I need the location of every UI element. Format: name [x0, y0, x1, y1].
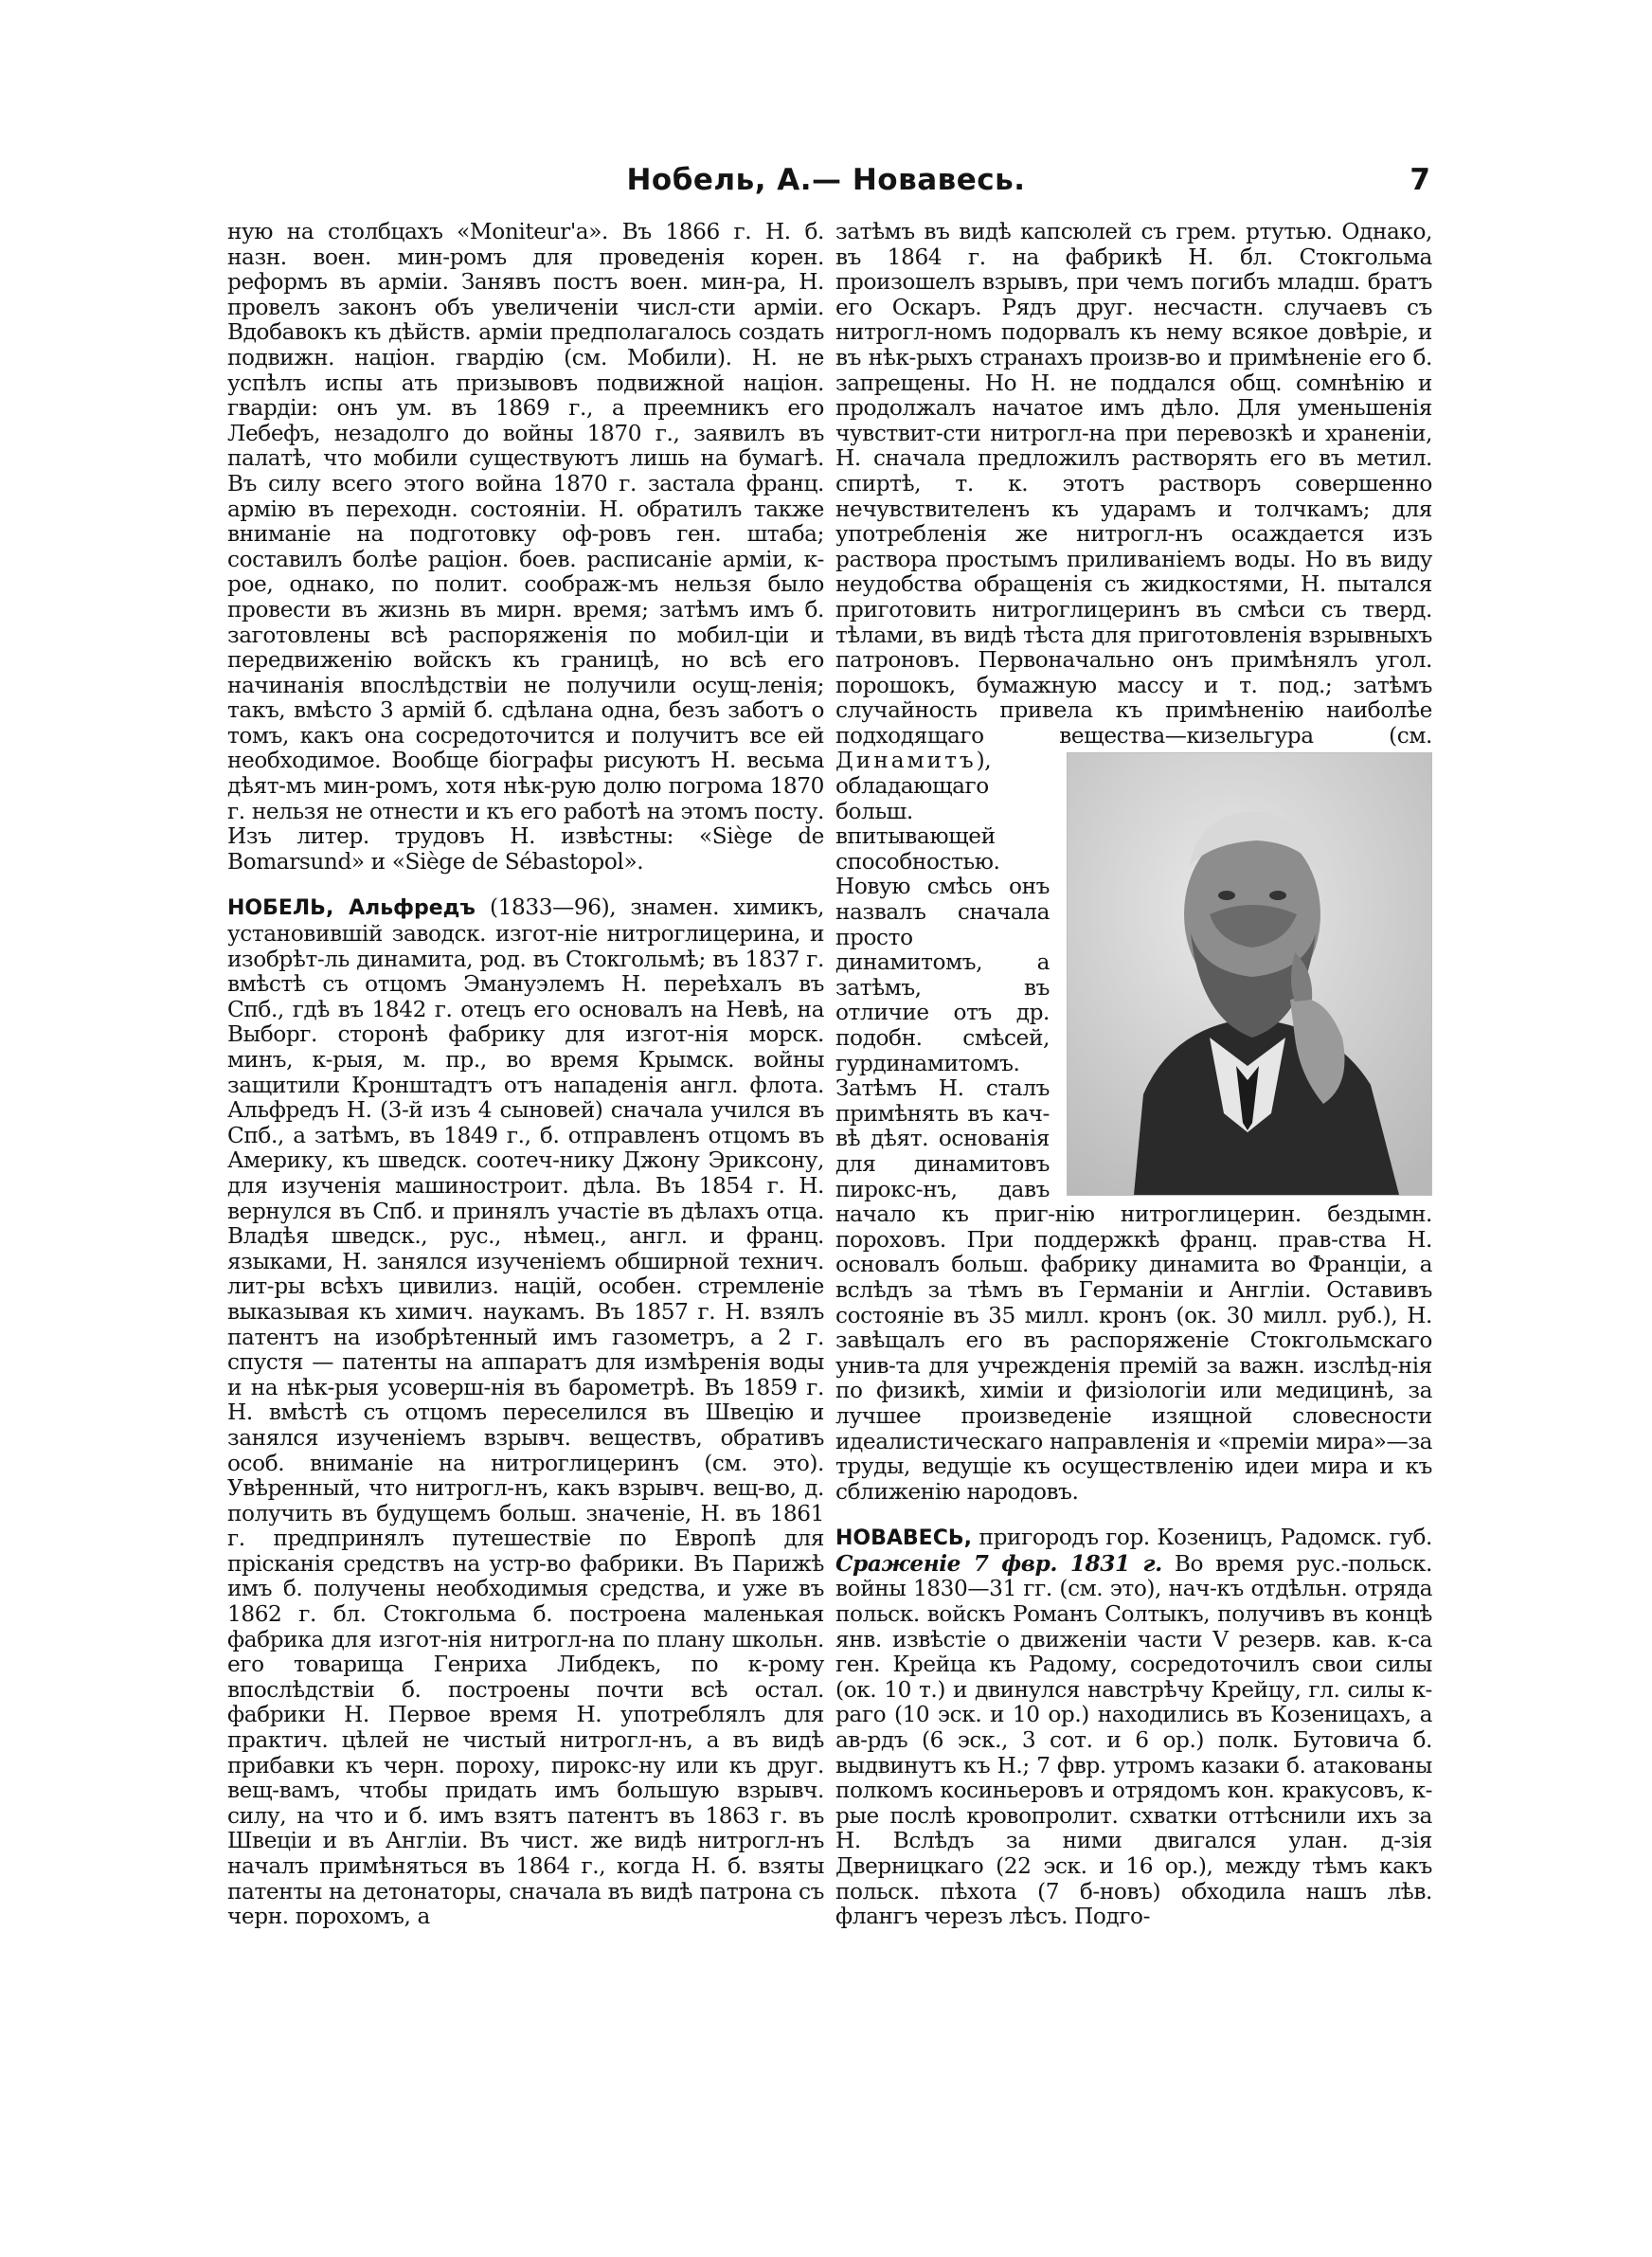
nobel-portrait	[1067, 752, 1432, 1196]
running-header	[0, 161, 1652, 208]
entry-novaves-text-2: Во время рус.-польск. войны 1830—31 гг. (см. это), нач-къ отдѣльн. отряда польск. войскъ Романъ Солтыкъ, получивъ въ концѣ янв. извѣстіе о движеніи части V резерв. кав. к-са ген. Крейца къ Радому, сосредоточилъ свои силы (ок. 10 т.) и двинулся навстрѣчу Крейцу, гл. силы к-раго (10 эск. и 10 ор.) находились въ Козеницахъ, а ав-рдъ (6 эск., 3 сот. и 6 ор.) полк. Бутовича б. выдвинутъ къ Н.; 7 фвр. утромъ казаки б. атакованы полкомъ косиньеровъ и отрядомъ кон. кракусовъ, к-рые послѣ кровопролит. схватки оттѣснили ихъ за Н. Вслѣдъ за ними двигался улан. д-зія Дверницкаго (22 эск. и 16 ор.), между тѣмъ какъ польск. пѣхота (7 б-новъ) обходила нашъ лѣв. флангъ черезъ лѣсъ. Подго-	[835, 1550, 1432, 1930]
running-title: Нобель, А.— Новавесь.	[626, 163, 1026, 197]
paragraph-nobel-continuation	[835, 220, 1432, 1505]
entry-nobel	[227, 895, 824, 1929]
entry-novaves-headword: НОВАВЕСЬ,	[835, 1526, 972, 1551]
page-number: 7	[1410, 163, 1430, 197]
entry-novaves-text-1: пригородъ гор. Козеницъ, Радомск. губ.	[971, 1525, 1432, 1551]
left-column	[227, 220, 824, 1930]
nobel-continuation-text-1: затѣмъ въ видѣ капсюлей съ грем. ртутью. Однако, въ 1864 г. на фабрикѣ Н. бл. Стокгольма произошелъ взрывъ, при чемъ погибъ младш. братъ его Оскаръ. Рядъ друг. несчастн. случаевъ съ нитрогл-номъ подорвалъ къ нему всякое довѣріе, и въ нѣк-рыхъ странахъ произв-во и примѣненіе его б. запрещены. Но Н. не поддался общ. сомнѣнію и продолжалъ начатое имъ дѣло. Для уменьшенія чувствит-сти нитрогл-на при перевозкѣ и храненіи, Н. сначала предложилъ растворять его въ метил. спиртѣ, т. к. этотъ растворъ совершенно нечувствителенъ къ ударамъ и толчкамъ; для употребленія же нитрогл-нъ осаждается изъ раствора простымъ приливаніемъ воды. Но въ виду неудобства обращенія съ жидкостями, Н. пытался приготовить нитроглицеринъ въ смѣси съ тверд. тѣлами, въ видѣ тѣста для приготовленія взрывныхъ патроновъ. Первоначально онъ примѣнялъ угол. порошокъ, бумажную массу и т. под.; затѣмъ случайность привела къ примѣненію наиболѣе подходящаго вещества—кизельгура (см.	[835, 219, 1432, 749]
entry-novaves-battle-title: Сраженіе 7 фвр. 1831 г.	[835, 1550, 1162, 1577]
entry-nobel-headword: НОБЕЛЬ, Альфредъ	[227, 896, 476, 921]
paragraph-napoleon-continuation: ную на столбцахъ «Moniteur'a». Въ 1866 г. Н. б. назн. воен. мин-ромъ для проведенія корен. реформъ въ арміи. Занявъ постъ воен. мин-ра, Н. провелъ законъ объ увеличеніи числ-сти арміи. Вдобавокъ къ дѣйств. арміи предполагалось создать подвижн. націон. гвардію (см. Мобили). Н. не успѣлъ испы ать призывовъ подвижной націон. гвардіи: онъ ум. въ 1869 г., а преемникъ его Лебефъ, незадолго до войны 1870 г., заявилъ въ палатѣ, что мобили существуютъ лишь на бумагѣ. Въ силу всего этого война 1870 г. застала франц. армію въ переходн. состояніи. Н. обратилъ также вниманіе на подготовку оф-ровъ ген. штаба; составилъ болѣе раціон. боев. расписаніе арміи, к-рое, однако, по полит. соображ-мъ нельзя было провести въ жизнь въ мирн. время; затѣмъ имъ б. заготовлены всѣ распоряженія по мобил-ціи и передвиженію войскъ къ границѣ, но всѣ его начинанія впослѣдствіи не получили осущ-ленія; такъ, вмѣсто 3 армій б. сдѣлана одна, безъ заботъ о томъ, какъ она сосредоточится и получитъ все ей необходимое. Вообще біографы рисуютъ Н. весьма дѣят-мъ мин-ромъ, хотя нѣк-рую долю погрома 1870 г. нельзя не отнести и къ его работѣ на этомъ посту. Изъ литер. трудовъ Н. извѣстны: «Siège de Bomarsund» и «Siège de Sébastopol».	[227, 219, 824, 875]
nobel-portrait-image	[1068, 753, 1431, 1195]
entry-spaced-crossref: Динамитъ	[835, 748, 977, 774]
entry-nobel-text: (1833—96), знамен. химикъ, установившій заводск. изгот-ніе нитроглицерина, и изобрѣт-ль динамита, род. въ Стокгольмѣ; въ 1837 г. вмѣстѣ съ отцомъ Эмануэлемъ Н. переѣхалъ въ Спб., гдѣ въ 1842 г. отецъ его основалъ на Невѣ, на Выборг. сторонѣ фабрику для изгот-нія морск. минъ, к-рыя, м. пр., во время Крымск. войны защитили Кронштадтъ отъ нападенія англ. флота. Альфредъ Н. (3-й изъ 4 сыновей) сначала учился въ Спб., а затѣмъ, въ 1849 г., б. отправленъ отцомъ въ Америку, къ шведск. соотеч-нику Джону Эриксону, для изученія машиностроит. дѣла. Въ 1854 г. Н. вернулся въ Спб. и принялъ участіе въ дѣлахъ отца. Владѣя шведск., рус., нѣмец., англ. и франц. языками, Н. занялся изученіемъ обширной технич. лит-ры всѣхъ цивилиз. націй, особен. стремленіе выказывая къ химич. наукамъ. Въ 1857 г. Н. взялъ патентъ на изобрѣтенный имъ газометръ, а 2 г. спустя — патенты на аппаратъ для измѣренія воды и на нѣк-рыя усоверш-нія въ барометрѣ. Въ 1859 г. Н. вмѣстѣ съ отцомъ переселился въ Швецію и занялся изученіемъ взрывч. веществъ, обративъ особ. вниманіе на нитроглицеринъ (см. это). Увѣренный, что нитрогл-нъ, какъ взрывч. вещ-во, д. получить въ будущемъ больш. значеніе, Н. въ 1861 г. предпринялъ путешествіе по Европѣ для прісканія средствъ на устр-во фабрики. Въ Парижѣ имъ б. получены необходимыя средства, и уже въ 1862 г. бл. Стокгольма б. построена маленькая фабрика для изгот-нія нитрогл-на по плану школьн. его товарища Генриха Либдекъ, по к-рому впослѣдствіи б. построены почти всѣ остал. фабрики Н. Первое время Н. употреблялъ для практич. цѣлей не чистый нитрогл-нъ, а въ видѣ прибавки къ черн. пороху, пирокс-ну или къ друг. вещ-вамъ, чтобы придать имъ большую взрывч. силу, на что и б. имъ взятъ патентъ въ 1863 г. въ Швеціи и въ Англіи. Въ чист. же видѣ нитрогл-нъ началъ примѣняться въ 1864 г., когда Н. б. взяты патенты на детонаторы, сначала въ видѣ патрона съ черн. порохомъ, а	[227, 894, 824, 1930]
nobel-continuation-text-2: ), обладающаго больш. впитывающей способностью. Новую смѣсь онъ назвалъ сначала просто динамитомъ, а затѣмъ, въ отличие отъ др. подобн. смѣсей, гурдинамитомъ. Затѣмъ Н. сталъ примѣнять въ кач-вѣ дѣят. основанія для динамитовъ пирокс-нъ, давъ начало къ приг-нію нитроглицерин. бездымн. пороховъ. При поддержкѣ франц. прав-ства Н. основалъ больш. фабрику динамита во Франціи, а вслѣдъ за тѣмъ въ Германіи и Англіи. Оставивъ состояніе въ 35 милл. кронъ (ок. 30 милл. руб.), Н. завѣщалъ его въ распоряженіе Стокгольмскаго унив-та для учрежденія премій за важн. изслѣд-нія по физикѣ, химіи и физіологіи или медицинѣ, за лучшее произведеніе изящной словесности идеалистическаго направленія и «преміи мира»—за труды, ведущіе къ осуществленію идеи мира и къ сближенію народовъ.	[835, 748, 1432, 1505]
right-column	[835, 220, 1432, 1930]
entry-novaves	[835, 1526, 1432, 1930]
